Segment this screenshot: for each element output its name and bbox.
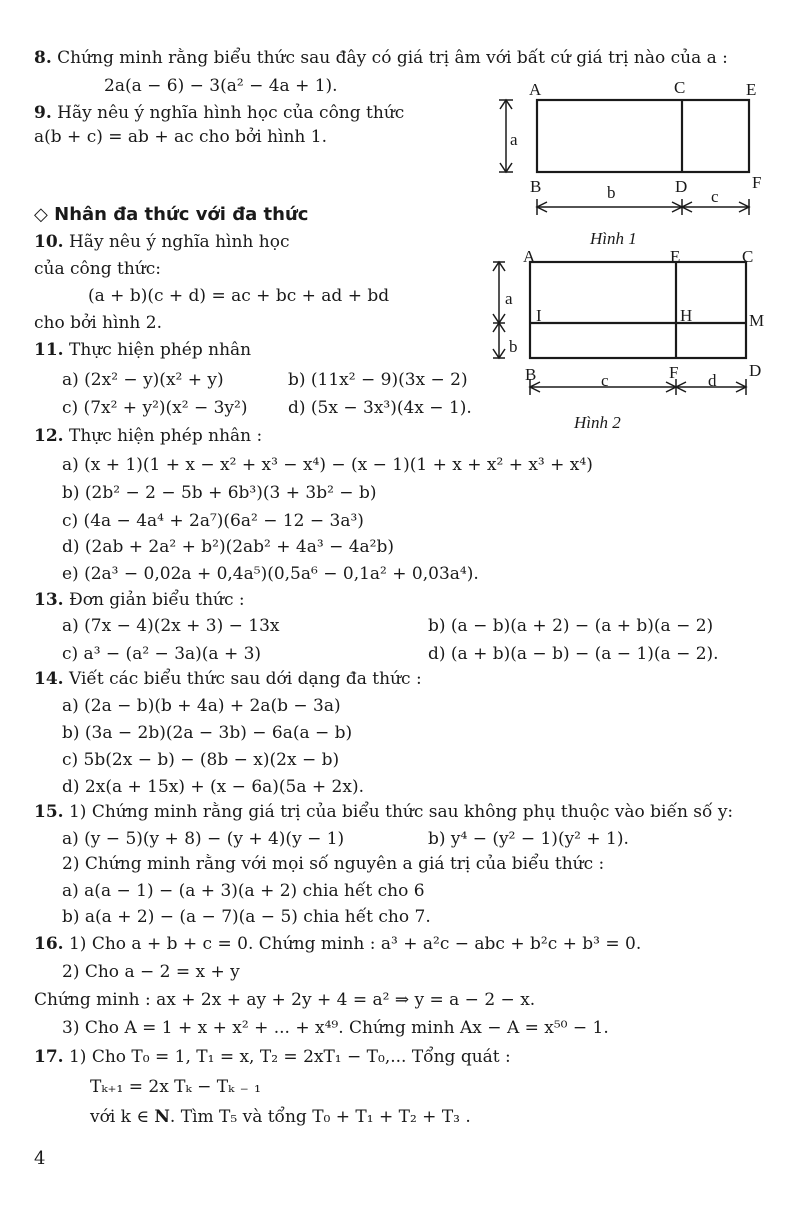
problem-9-statement: 9. Hãy nêu ý nghĩa hình học của công thức xyxy=(34,103,405,123)
problem-15-a2: a) a(a − 1) − (a + 3)(a + 2) chia hết cho 6 xyxy=(62,881,425,901)
fig2-label-a: a xyxy=(505,289,513,308)
problem-11-a: a) (2x² − y)(x² + y) xyxy=(62,370,224,390)
problem-12-e: e) (2a³ − 0,02a + 0,4a⁵)(0,5a⁶ − 0,1a² + 0,03a⁴). xyxy=(62,564,479,584)
fig1-label-B: B xyxy=(530,177,542,196)
problem-14-c: c) 5b(2x − b) − (8b − x)(2x − b) xyxy=(62,750,340,770)
problem-16-part1: 16. 1) Cho a + b + c = 0. Chứng minh : a³ + a²c − abc + b²c + b³ = 0. xyxy=(34,934,642,954)
fig1-label-A: A xyxy=(529,80,542,99)
problem-10-statement: 10. Hãy nêu ý nghĩa hình học xyxy=(34,232,290,252)
problem-12-a: a) (x + 1)(1 + x − x² + x³ − x⁴) − (x − 1)(1 + x + x² + x³ + x⁴) xyxy=(62,455,593,475)
problem-17-line3: với k ∈ N. Tìm T₅ và tổng T₀ + T₁ + T₂ + T₃ . xyxy=(90,1107,471,1127)
fig2-label-b: b xyxy=(509,337,518,356)
fig2-label-C: C xyxy=(742,247,754,266)
problem-10-line3: cho bởi hình 2. xyxy=(34,313,162,333)
problem-8-expression: 2a(a − 6) − 3(a² − 4a + 1). xyxy=(104,76,338,96)
section-heading: ◇ Nhân đa thức với đa thức xyxy=(34,204,309,225)
problem-17-recurrence: Tₖ₊₁ = 2x Tₖ − Tₖ ₋ ₁ xyxy=(90,1077,261,1097)
problem-9-line2: a(b + c) = ab + ac cho bởi hình 1. xyxy=(34,127,328,147)
problem-15-part2: 2) Chứng minh rằng với mọi số nguyên a giá trị của biểu thức : xyxy=(62,854,605,874)
problem-14-title: 14. Viết các biểu thức sau dới dạng đa thức : xyxy=(34,669,422,689)
fig2-label-H: H xyxy=(680,306,693,325)
problem-15-b2: b) a(a + 2) − (a − 7)(a − 5) chia hết cho 7. xyxy=(62,907,431,927)
fig1-label-F: F xyxy=(752,173,762,192)
fig2-label-B: B xyxy=(525,365,537,384)
problem-15-a1: a) (y − 5)(y + 8) − (y + 4)(y − 1) xyxy=(62,829,345,849)
problem-12-c: c) (4a − 4a⁴ + 2a⁷)(6a² − 12 − 3a³) xyxy=(62,511,364,531)
problem-14-a: a) (2a − b)(b + 4a) + 2a(b − 3a) xyxy=(62,696,341,716)
figure-1 xyxy=(490,76,780,252)
problem-10-line2: của công thức: xyxy=(34,259,161,279)
fig1-label-E: E xyxy=(746,80,757,99)
problem-11-d: d) (5x − 3x³)(4x − 1). xyxy=(288,398,472,418)
problem-12-title: 12. Thực hiện phép nhân : xyxy=(34,426,263,446)
fig1-label-D: D xyxy=(675,177,688,196)
problem-14-b: b) (3a − 2b)(2a − 3b) − 6a(a − b) xyxy=(62,723,353,743)
page-number: 4 xyxy=(34,1148,46,1169)
problem-11-b: b) (11x² − 9)(3x − 2) xyxy=(288,370,468,390)
fig2-label-M: M xyxy=(749,311,765,330)
fig1-label-C: C xyxy=(674,78,686,97)
problem-14-d: d) 2x(a + 15x) + (x − 6a)(5a + 2x). xyxy=(62,777,364,797)
problem-11-c: c) (7x² + y²)(x² − 3y²) xyxy=(62,398,248,418)
fig1-caption: Hình 1 xyxy=(590,229,637,248)
fig1-label-b: b xyxy=(607,183,616,202)
problem-10-formula: (a + b)(c + d) = ac + bc + ad + bd xyxy=(88,286,390,306)
fig2-label-D: D xyxy=(749,361,762,380)
fig2-label-F: F xyxy=(669,363,679,382)
problem-8-statement: 8. Chứng minh rằng biểu thức sau đây có giá trị âm với bất cứ giá trị nào của a : xyxy=(34,48,728,68)
fig2-label-d: d xyxy=(708,371,717,390)
fig2-label-E: E xyxy=(670,247,681,266)
fig2-label-I: I xyxy=(536,306,542,325)
problem-13-a: a) (7x − 4)(2x + 3) − 13x xyxy=(62,616,280,636)
problem-16-part3: 3) Cho A = 1 + x + x² + ... + x⁴⁹. Chứng minh Ax − A = x⁵⁰ − 1. xyxy=(62,1018,609,1038)
problem-17-line1: 17. 1) Cho T₀ = 1, T₁ = x, T₂ = 2xT₁ − T₀,... Tổng quát : xyxy=(34,1047,511,1067)
fig2-label-c: c xyxy=(601,371,609,390)
problem-13-d: d) (a + b)(a − b) − (a − 1)(a − 2). xyxy=(428,644,719,664)
fig1-label-c: c xyxy=(711,187,719,206)
fig2-label-A: A xyxy=(523,247,536,266)
problem-15-part1: 15. 1) Chứng minh rằng giá trị của biểu thức sau không phụ thuộc vào biến số y: xyxy=(34,802,734,822)
diamond-icon: ◇ xyxy=(34,204,48,225)
problem-13-title: 13. Đơn giản biểu thức : xyxy=(34,590,245,610)
problem-11-title: 11. Thực hiện phép nhân xyxy=(34,340,252,360)
problem-12-d: d) (2ab + 2a² + b²)(2ab² + 4a³ − 4a²b) xyxy=(62,537,395,557)
problem-13-c: c) a³ − (a² − 3a)(a + 3) xyxy=(62,644,262,664)
fig2-caption: Hình 2 xyxy=(574,413,621,432)
problem-16-part2: 2) Cho a − 2 = x + y xyxy=(62,962,240,982)
figure-2 xyxy=(490,246,780,438)
problem-12-b: b) (2b² − 2 − 5b + 6b³)(3 + 3b² − b) xyxy=(62,483,377,503)
problem-16-part2b: Chứng minh : ax + 2x + ay + 2y + 4 = a² ⇒ y = a − 2 − x. xyxy=(34,990,536,1010)
problem-13-b: b) (a − b)(a + 2) − (a + b)(a − 2) xyxy=(428,616,714,636)
problem-15-b1: b) y⁴ − (y² − 1)(y² + 1). xyxy=(428,829,629,849)
fig1-label-a: a xyxy=(510,130,518,149)
